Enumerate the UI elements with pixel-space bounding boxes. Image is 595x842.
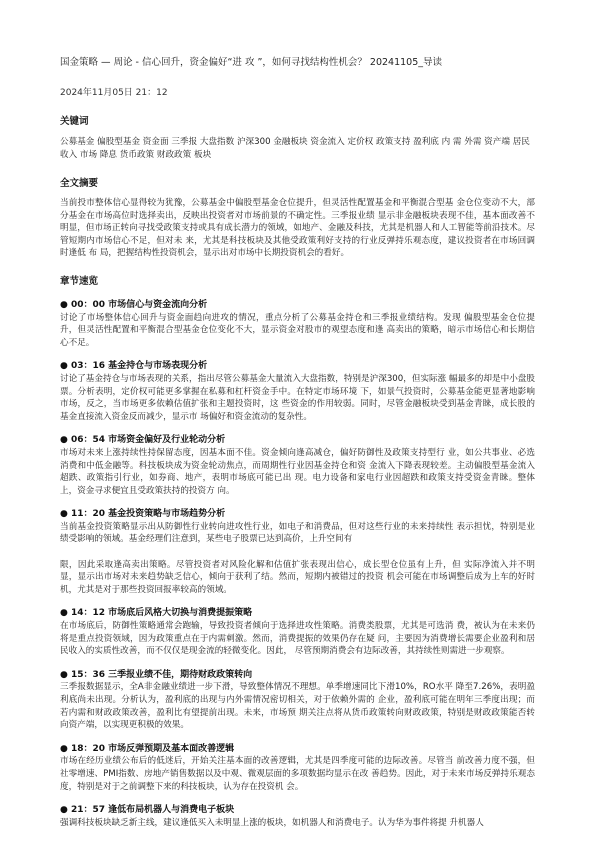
chapter-title-text: 14：12 市场底后风格大切换与消费提振策略	[71, 608, 253, 619]
bullet-icon: ●	[60, 805, 68, 816]
chapter-item	[60, 508, 535, 596]
chapter-title-text: 00：00 市场信心与资金流向分析	[71, 299, 208, 310]
chapter-item	[60, 360, 535, 423]
keywords-heading: 关键词	[60, 116, 89, 127]
chapter-title-text: 18：20 市场反弹预期及基本面改善逻辑	[71, 743, 235, 754]
summary-text: 当前投市整体信心显得较为犹豫，公募基金中偏股型基金仓位提升，但灵活性配置基金和平衡混合型基 金仓位变动不大，部分基金在市场高位时选择卖出，反映出投资者对市场前景的不确定性。三季报业绩 显示非金融板块表现不佳，基本面改善不明显，但市场正转向寻找受政策支持或具有成长潜力的领域，如地产、金融及科技，尤其是机器人和人工智能等前沿技术。尽管短期内市场信心不足，但对未 来，尤其是科技板块及其他受政策利好支持的行业反弹持乐观态度，建议投资者在市场回调时逢低 布 局，把握结构性投资机会，显示出对市场中长期投资机会的看好。	[60, 198, 535, 259]
chapter-title-text: 03：16 基金持仓与市场表现分析	[71, 361, 208, 372]
chapter-body: 讨论了基金持仓与市场表现的关系，指出尽管公募基金大量流入大盘指数，特别是沪深300，但实际涨 幅最多的却是中小盘股票。分析表明，定价权可能更多掌握在私募和杠杆资金手中。在特定市场环境 下，如景气投资时，公募基金能更显著地影响市场，反之，当市场更多依赖估值扩张和主题投资时，这 些资金的作用较弱。同时，尽管金融板块受到基金青睐，成长股的基金直接流入资金反而减少，显示市 场偏好和资金流动的复杂性。	[60, 373, 535, 422]
document-title: 国金策略 — 周论 - 信心回升，资金偏好“进 攻 ”，如何寻找结构性机会？ 20241105_导读	[60, 57, 443, 68]
bullet-icon: ●	[60, 435, 68, 446]
chapter-body: 当前基金投资策略显示出从防御性行业转向进攻性行业，如电子和消费品，但对这些行业的未来持续性 表示担忧，特别是业绩受影响的领域。基金经理们注意到，某些电子股票已达到高价，上升空间有 限，因此采取逢高卖出策略。尽管投资者对风险化解和估值扩张表现出信心，成长型仓位虽有上升，但 实际净流入并不明显，显示出市场对未来趋势缺乏信心，倾向于获利了结。然而，短期内被错过的投资 机会可能在市场调整后成为上车的好时机，尤其是对于那些投资回报率较高的领域。	[60, 521, 535, 595]
bullet-icon: ●	[60, 299, 68, 310]
chapter-title	[60, 669, 535, 682]
chapter-item	[60, 743, 535, 793]
chapter-title-text: 06：54 市场资金偏好及行业轮动分析	[71, 435, 226, 446]
chapter-item	[60, 804, 535, 829]
summary-heading: 全文摘要	[60, 178, 99, 189]
chapter-title	[60, 299, 535, 312]
chapter-body: 在市场底后，防御性策略通常会跑输，导致投资者倾向于选择进攻性策略。消费类股票，尤其是可选消 费，被认为在未来仍将是重点投资领域，因为政策重点在于内需刺激。然而，消费提振的效果仍存在疑 问，主要因为消费增长需要企业盈利和居民收入的实质性改善，而不仅仅是现金流的轻微变化。因此， 尽管预期消费会有边际改善，其持续性则需进一步观察。	[60, 621, 535, 657]
chapter-title	[60, 743, 535, 756]
chapter-title-text: 15：36 三季报业绩不佳，期待财政政策转向	[71, 669, 253, 680]
chapters-heading: 章节速览	[60, 275, 99, 287]
chapter-item	[60, 299, 535, 349]
bullet-icon: ●	[60, 608, 68, 619]
chapter-title-text: 11：20 基金投资策略与市场趋势分析	[71, 509, 226, 520]
bullet-icon: ●	[60, 743, 68, 754]
chapter-title-text: 21：57 逢低布局机器人与消费电子板块	[71, 805, 235, 816]
chapter-body: 市场对未来上涨持续性持保留态度，因基本面不佳。资金倾向逢高减仓，偏好防御性及政策支持型行 业，如公共事业、必选消费和中低金融等。科技板块成为资金轮动焦点，而周期性行业因基金持仓和资 金流入下降表现较差。主动偏股型基金流入超跌、政策指引行业，如券商、地产，表明市场底可能已出 现。电力设备和家电行业因超跌和政策支持受资金青睐。整体上，资金寻求便宜且受政策扶持的投资方 向。	[60, 447, 535, 496]
keywords-text: 公募基金 偏股型基金 资金面 三季报 大盘指数 沪深300 金融板块 资金流入 定价权 政策支持 盈利底 内 需 外需 资产端 居民收入 市场 降息 货币政策 财政政策 板块	[60, 137, 530, 160]
bullet-icon: ●	[60, 669, 68, 680]
chapter-item	[60, 434, 535, 497]
chapter-title	[60, 804, 535, 817]
bullet-icon: ●	[60, 509, 68, 520]
bullet-icon: ●	[60, 361, 68, 372]
chapter-title	[60, 508, 535, 521]
chapter-title	[60, 434, 535, 447]
chapter-body: 三季报数据显示，全A非金融业绩进一步下滑，导致整体情况不理想。单季增速同比下滑10%，RO水平 降至7.26%，表明盈利底尚未出现。分析认为，盈利底的出现与内外需情况密切相关，对于依赖外需的 企业，盈利底可能在明年三季度出现；而若内需和财政政策改善，盈利比有望提前出现。未来，市场预 期关注点将从货币政策转向财政政策，特别是财政政策能否转向资产端，以实现更积极的效果。	[60, 682, 535, 731]
chapter-title	[60, 360, 535, 373]
chapter-item	[60, 669, 535, 732]
chapter-body: 讨论了市场整体信心回升与资金面趋向进攻的情况，重点分析了公募基金持仓和三季报业绩结构。发现 偏股型基金仓位提升，但灵活性配置和平衡混合型基金仓位变化不大，显示资金对股市的观望态度和逢 高卖出的策略，暗示市场信心和长期信心不足。	[60, 312, 535, 348]
chapter-body: 市场在经历业绩公布后的低迷后，开始关注基本面的改善逻辑，尤其是四季度可能的边际改善。尽管当 前改善力度不强，但社零增速、PMI指数、房地产销售数据以及中观、微观层面的多项数据均显示在改 善趋势。因此，对于未来市场反弹持乐观态度，特别是对于之前调整下来的科技板块，认为存在投资机 会。	[60, 756, 535, 792]
chapter-body: 强调科技板块缺乏新主线，建议逢低买入未明显上涨的板块，如机器人和消费电子。认为华为事件将提 升机器人	[60, 817, 484, 828]
chapter-item	[60, 607, 535, 657]
publish-datetime: 2024年11月05日 21：12	[60, 88, 168, 98]
chapter-title	[60, 607, 535, 620]
chapter-list	[60, 299, 535, 829]
